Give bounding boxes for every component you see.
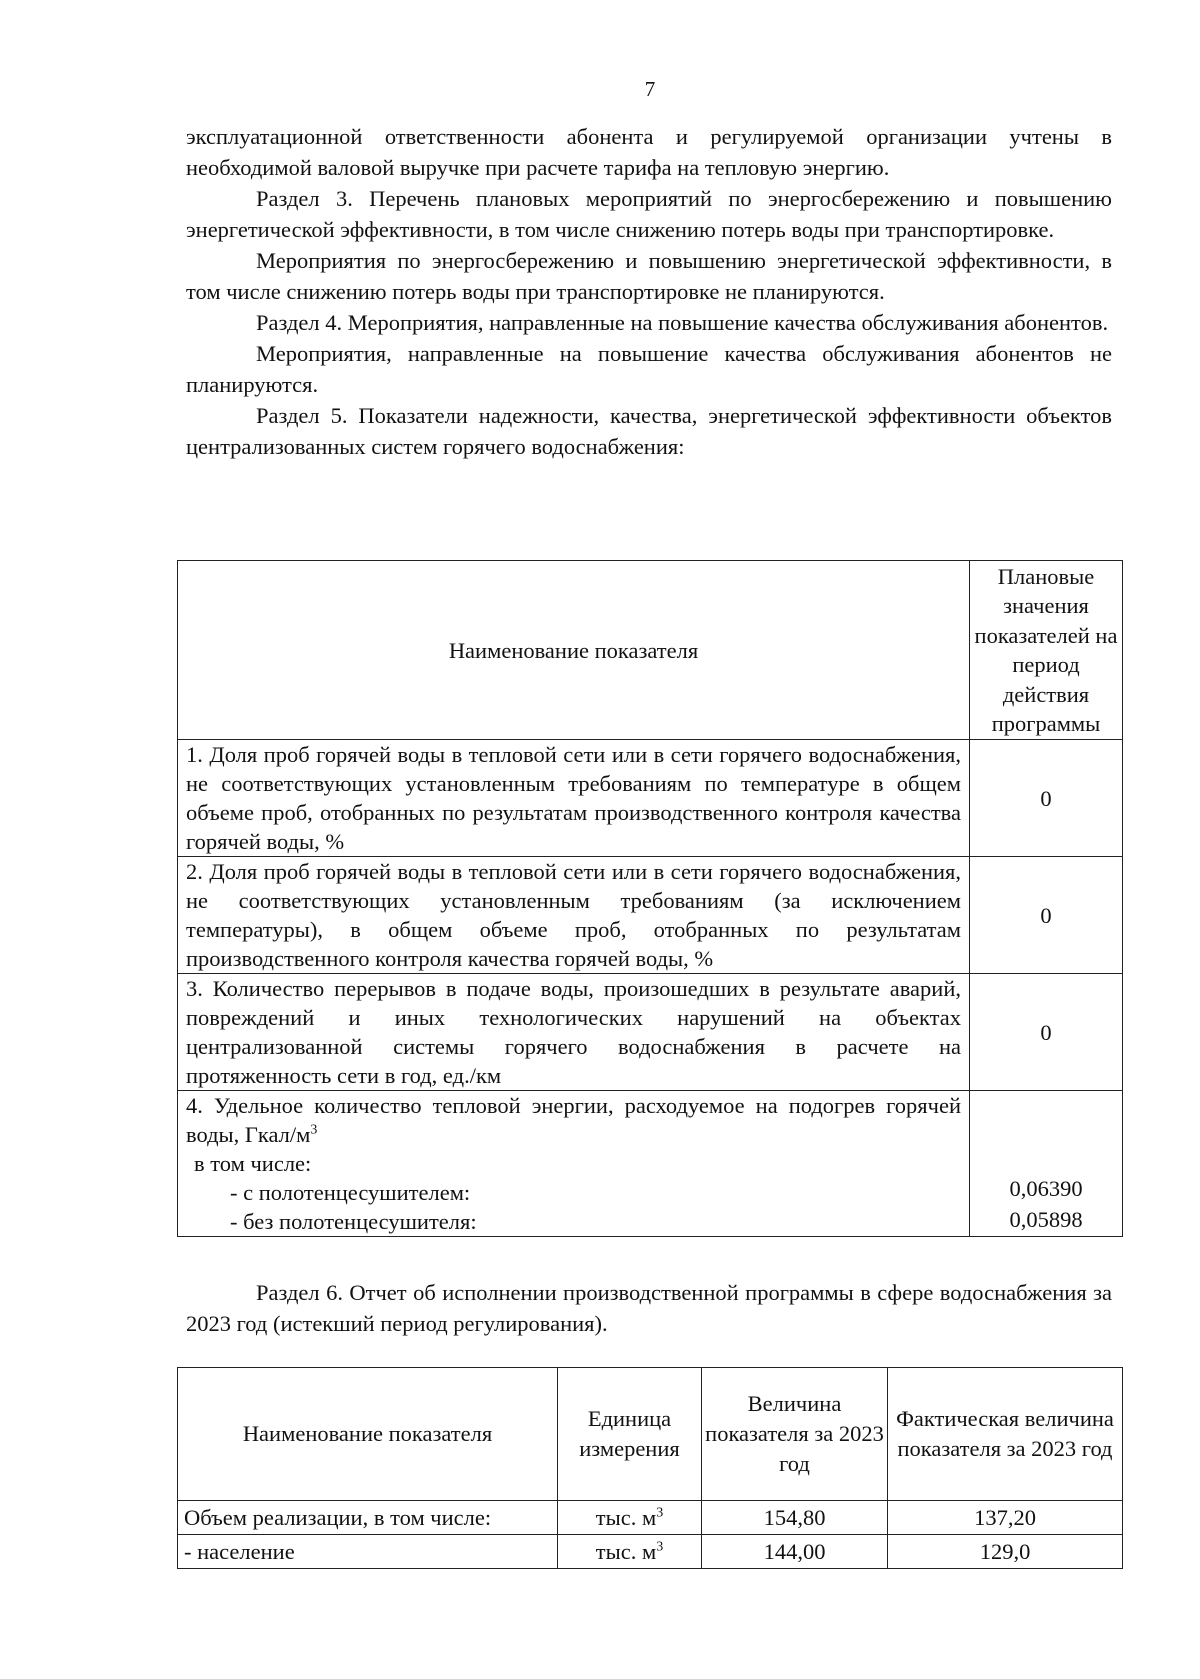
row-unit: тыс. $м^3$ <box>558 1501 702 1535</box>
indicator-name: 2. Доля проб горячей воды в тепловой сети или в сети горячего водоснабжения, не соответствующих установленным требованиям (за исключением температуры), в общем объеме проб, отобранных по результатам производственного контроля качества горячей воды, % <box>178 857 970 974</box>
row-fact: 137,20 <box>888 1501 1123 1535</box>
header-planned-2023: Величина показателя за 2023 год <box>702 1368 888 1501</box>
section-3-heading: Раздел 3. Перечень плановых мероприятий по энергосбережению и повышению энергетической эффективности, в том числе снижению потерь воды при транспортировке. <box>186 186 1112 242</box>
table-row <box>178 1535 1123 1569</box>
table-row <box>178 857 1123 974</box>
header-actual-2023: Фактическая величина показателя за 2023 год <box>888 1368 1123 1501</box>
header-indicator-name: Наименование показателя <box>178 1368 558 1501</box>
sub-value-with-towel-dryer: 0,06390 <box>1009 1176 1083 1201</box>
table-row <box>178 1091 1123 1237</box>
row-fact: 129,0 <box>888 1535 1123 1569</box>
header-indicator-name: Наименование показателя <box>178 561 970 740</box>
section-6-heading: Раздел 6. Отчет об исполнении производственной программы в сфере водоснабжения за 2023 год (истекший период регулирования). <box>186 1280 1112 1336</box>
body-text <box>186 121 1112 462</box>
sub-value-without-towel-dryer: 0,05898 <box>1009 1207 1083 1232</box>
section-5-heading: Раздел 5. Показатели надежности, качества, энергетической эффективности объектов централизованных систем горячего водоснабжения: <box>186 403 1112 459</box>
table-row <box>178 1501 1123 1535</box>
indicator-value: 0 <box>970 857 1123 974</box>
row-unit: тыс. $м^3$ <box>558 1535 702 1569</box>
indicator-value: 0 <box>970 974 1123 1091</box>
header-unit: Единица измерения <box>558 1368 702 1501</box>
section-3-text: Мероприятия по энергосбережению и повышению энергетической эффективности, в том числе снижению потерь воды при транспортировке не планируются. <box>186 248 1112 304</box>
indicators-table <box>177 560 1123 1237</box>
section-4-heading: Раздел 4. Мероприятия, направленные на повышение качества обслуживания абонентов. <box>256 310 1109 335</box>
row-name: - население <box>178 1535 558 1569</box>
sub-item-with-towel-dryer: - с полотенцесушителем: <box>230 1180 471 1205</box>
table-row <box>178 740 1123 857</box>
indicator-name <box>178 1091 970 1237</box>
indicator-name: 3. Количество перерывов в подаче воды, произошедших в результате аварий, повреждений и иных технологических нарушений на объектах централизованной системы горячего водоснабжения в расчете на протяженность сети в год, ед./км <box>178 974 970 1091</box>
row-name: Объем реализации, в том числе: <box>178 1501 558 1535</box>
row-plan: 144,00 <box>702 1535 888 1569</box>
row-plan: 154,80 <box>702 1501 888 1535</box>
superscript: 3 <box>310 1122 318 1138</box>
header-planned-values: Плановые значения показателей на период действия программы <box>970 561 1123 740</box>
sub-item-without-towel-dryer: - без полотенцесушителя: <box>230 1209 477 1234</box>
including-label: в том числе: <box>194 1151 312 1176</box>
table-row <box>178 974 1123 1091</box>
indicator-value <box>970 1091 1123 1237</box>
indicator-value: 0 <box>970 740 1123 857</box>
page-number: 7 <box>644 77 656 101</box>
table-header-row <box>178 1368 1123 1501</box>
table-header-row <box>178 561 1123 740</box>
section-4-text: Мероприятия, направленные на повышение качества обслуживания абонентов не планируются. <box>186 341 1112 397</box>
section-6 <box>186 1277 1112 1339</box>
indicator-4-name: 4. Удельное количество тепловой энергии, расходуемое на подогрев горячей воды, Гкал/м <box>186 1093 961 1147</box>
report-table <box>177 1367 1123 1569</box>
indicator-name: 1. Доля проб горячей воды в тепловой сети или в сети горячего водоснабжения, не соответствующих установленным требованиям по температуре в общем объеме проб, отобранных по результатам производственного контроля качества горячей воды, % <box>178 740 970 857</box>
paragraph-continuation: эксплуатационной ответственности абонента и регулируемой организации учтены в необходимой валовой выручке при расчете тарифа на тепловую энергию. <box>186 124 1112 180</box>
